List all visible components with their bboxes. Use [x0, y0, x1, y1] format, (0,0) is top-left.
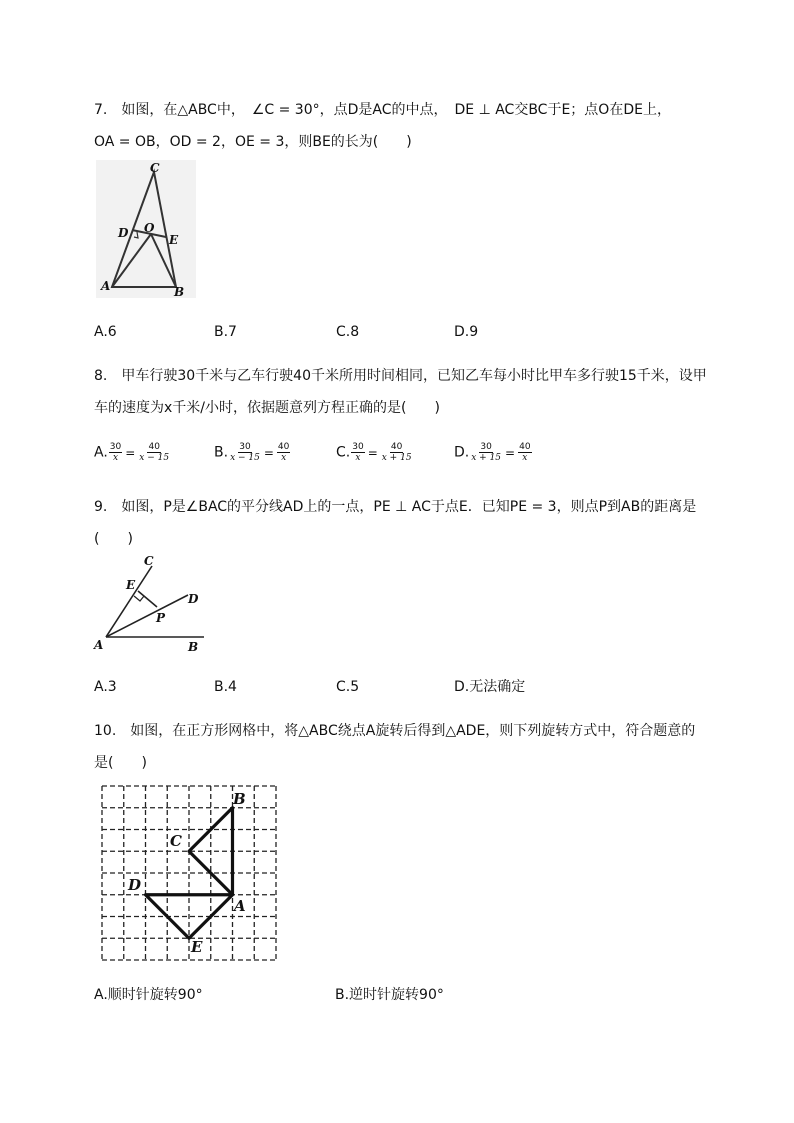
q10-label-a: A [234, 897, 246, 915]
q9-label-c: C [144, 554, 154, 568]
q9-label-p: P [156, 611, 166, 625]
q7-label-a: A [101, 279, 111, 293]
q7-option-d[interactable]: D.9 [454, 324, 479, 340]
q9-option-a[interactable]: A.3 [94, 679, 117, 695]
q8-option-d[interactable]: D. $\frac{30}{x + 15}$ = $\frac{40}{x}$ [454, 442, 531, 463]
q7-option-a[interactable]: A.6 [94, 324, 117, 340]
q9-option-c[interactable]: C.5 [336, 679, 360, 695]
q10-label-b: B [233, 790, 246, 808]
q7-label-b: B [174, 285, 185, 298]
q7-label-d: D [118, 226, 129, 240]
q8-line-1: 8. 甲车行驶30千米与乙车行驶40千米所用时间相同，已知乙车每小时比甲车多行驶15千米，设甲 [94, 368, 707, 384]
q9-line-1: 9. 如图，P是∠BAC的平分线AD上的一点，PE ⊥ AC于点E．已知PE = 3，则点P到AB的距离是 [94, 499, 697, 515]
q9-option-d[interactable]: D.无法确定 [454, 679, 526, 695]
q10-option-a[interactable]: A.顺时针旋转90° [94, 987, 203, 1003]
q9-line-2: ( ) [94, 531, 133, 547]
q10-grid-figure [96, 780, 282, 966]
q9-label-b: B [188, 640, 199, 654]
q7-option-b[interactable]: B.7 [214, 324, 237, 340]
q7-line-1: 7. 如图，在△ABC中， ∠C = 30°，点D是AC的中点， DE ⊥ AC交BC于E；点O在DE上， [94, 102, 671, 118]
q9-right-angle-mark [134, 596, 144, 601]
q10-label-c: C [170, 832, 182, 850]
q9-ray-ad [106, 595, 188, 637]
q8-option-c[interactable]: C. $\frac{30}{x}$ = $\frac{40}{x + 15}$ [336, 442, 412, 463]
q10-option-b[interactable]: B.逆时针旋转90° [335, 987, 444, 1003]
q8-option-a[interactable]: A. $\frac{30}{x}$ = $\frac{40}{x - 15}$ [94, 442, 170, 463]
q7-figure [96, 160, 196, 298]
q10-label-d: D [128, 876, 142, 894]
q9-label-e: E [126, 578, 136, 592]
q9-option-b[interactable]: B.4 [214, 679, 237, 695]
q7-option-c[interactable]: C.8 [336, 324, 360, 340]
q9-label-a: A [94, 638, 104, 652]
q9-ray-ac [106, 566, 152, 637]
q9-figure [92, 552, 206, 654]
q7-label-e: E [169, 233, 179, 247]
q8-line-2: 车的速度为x千米/小时，依据题意列方程正确的是( ) [94, 400, 440, 416]
q9-label-d: D [188, 592, 199, 606]
q10-label-e: E [191, 938, 203, 956]
q7-label-o: O [144, 221, 155, 235]
q7-label-c: C [150, 161, 160, 175]
q7-line-2: OA = OB，OD = 2，OE = 3，则BE的长为( ) [94, 134, 412, 150]
q8-option-b[interactable]: B. $\frac{30}{x - 15}$ = $\frac{40}{x}$ [214, 442, 290, 463]
q10-line-2: 是( ) [94, 755, 147, 771]
q10-line-1: 10. 如图，在正方形网格中，将△ABC绕点A旋转后得到△ADE，则下列旋转方式中，符合题意的 [94, 723, 696, 739]
